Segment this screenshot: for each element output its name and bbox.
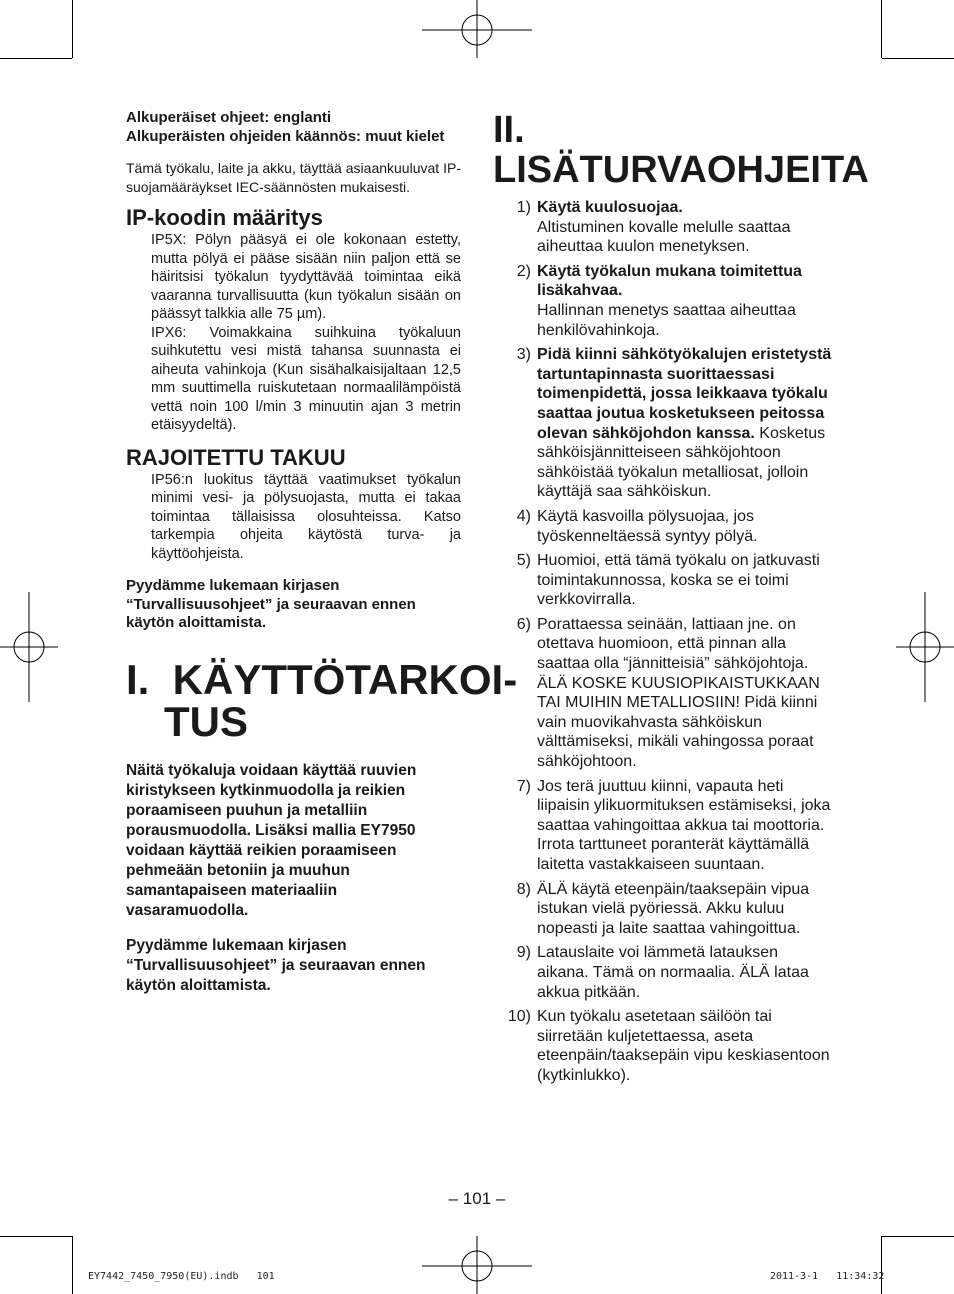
list-item xyxy=(493,615,833,772)
safety-notice-2: Pyydämme lukemaan kirjasen “Turvallisuusohjeet” ja seuraavan ennen käytön aloittamista. xyxy=(126,936,426,994)
list-item-body xyxy=(537,943,833,1002)
safety-list xyxy=(493,198,833,1086)
ip-code-heading: IP-koodin määritys xyxy=(126,205,323,230)
warranty-text: IP56:n luokitus täyttää vaatimukset työkalun minimi vesi- ja pölysuojasta, mutta ei takaa toimintaa tällaisissa olosuhteissa. Katso tarkempia ohjeita käytöstä turva- ja käyttöohjeista. xyxy=(151,471,461,562)
list-item xyxy=(493,551,833,610)
warranty-heading: RAJOITETTU TAKUU xyxy=(126,444,346,470)
list-item-number: 7) xyxy=(516,777,531,795)
list-item-text: Porattaessa seinään, lattiaan jne. on otettava huomioon, että pinnan alla saattaa olla “jännitteisiä” sähköjohtoja. ÄLÄ KOSKE KUUSIOPIKAISTUKKAAN TAI MUIHIN METALLIOSIIN! Pidä kiinni vain muovikahvasta sähköiskun välttämiseksi, mikäli vahingossa poraat sähköjohtoon. xyxy=(537,615,820,771)
list-item-body xyxy=(537,507,833,546)
safety-notice-1: Pyydämme lukemaan kirjasen “Turvallisuusohjeet” ja seuraavan ennen käytön aloittamista. xyxy=(126,577,416,631)
crop-mark xyxy=(72,1236,73,1294)
footer-file-info: EY7442_7450_7950(EU).indb 101 xyxy=(88,1271,275,1282)
list-item xyxy=(493,777,833,875)
list-item-number: 9) xyxy=(516,944,531,962)
list-item-text: Hallinnan menetys saattaa aiheuttaa henkilövahinkoja. xyxy=(537,301,796,339)
list-item-number: 8) xyxy=(516,880,531,898)
list-item-text: Altistuminen kovalle melulle saattaa aiheuttaa kuulon menetyksen. xyxy=(537,218,791,256)
list-item-number: 4) xyxy=(516,507,531,525)
original-language-line: Alkuperäiset ohjeet: englanti xyxy=(126,109,332,126)
crop-mark xyxy=(881,0,882,58)
registration-mark-left xyxy=(0,592,60,702)
list-item-body xyxy=(537,880,833,939)
list-item-number: 3) xyxy=(516,346,531,364)
list-item-text: Kosketus sähköisjännitteiseen sähköjohtoon sähköistää työkalun metalliosat, jolloin käyttäjä saa sähköiskun. xyxy=(537,424,826,501)
crop-mark xyxy=(882,58,954,59)
list-item-number: 6) xyxy=(516,615,531,633)
crop-mark xyxy=(72,0,73,58)
list-item-body xyxy=(537,615,833,772)
list-item-body xyxy=(537,262,833,340)
list-item xyxy=(493,880,833,939)
registration-mark-top xyxy=(422,0,532,60)
list-item-bold: Käytä työkalun mukana toimitettua lisäkahvaa. xyxy=(537,262,802,300)
footer-date: 2011-3-1 11:34:32 xyxy=(770,1271,885,1282)
ipx6-text: IPX6: Voimakkaina suihkuina työkaluun suihkutettu vesi mistä tahansa suunnasta ei aiheuta vahinkoja (Kun sisähalkaisijaltaan 12,5 mm suuttimella ruiskutetaan normaalilämpöistä vettä noin 100 l/min 3 minuutin ajan 3 metrin etäisyydeltä). xyxy=(151,324,461,433)
list-item-bold: Käytä kuulosuojaa. xyxy=(537,199,683,216)
page-number: – 101 – xyxy=(448,1189,506,1208)
ip5x-text: IP5X: Pölyn pääsyä ei ole kokonaan estetty, mutta pölyä ei pääse sisään niin paljon että se häiritsisi työkalun tyydyttävää toimintaa eikä vaaranna turvallisuutta (kun työkalun sisään on päässyt talkkia alle 75 µm). xyxy=(151,232,461,322)
list-item xyxy=(493,345,833,502)
list-item-number: 10) xyxy=(507,1008,531,1026)
list-item-text: Latauslaite voi lämmetä latauksen aikana. Tämä on normaalia. ÄLÄ lataa akkua pitkään. xyxy=(537,944,809,1001)
crop-mark xyxy=(0,58,72,59)
list-item-body xyxy=(537,198,833,257)
list-item xyxy=(493,262,833,340)
list-item-text: Kun työkalu asetetaan säilöön tai siirretään kuljetettaessa, aseta eteenpäin/taaksepäin vipu keskiasentoon (kytkinlukko). xyxy=(537,1008,830,1084)
list-item xyxy=(493,198,833,257)
safety-heading: II. LISÄTURVAOHJEITA xyxy=(493,109,869,191)
list-item xyxy=(493,1007,833,1085)
list-item-body xyxy=(537,777,833,875)
usage-heading-line2: TUS xyxy=(164,697,248,745)
list-item-body xyxy=(537,551,833,610)
list-item-number: 5) xyxy=(516,552,531,570)
translation-language-line: Alkuperäisten ohjeiden käännös: muut kielet xyxy=(126,128,445,145)
crop-mark xyxy=(881,1236,882,1294)
left-column xyxy=(126,108,518,996)
list-item-body xyxy=(537,345,833,502)
registration-mark-bottom xyxy=(422,1236,532,1294)
usage-heading-line1: I. KÄYTTÖTARKOI- xyxy=(126,655,518,703)
list-item xyxy=(493,943,833,1002)
list-item xyxy=(493,507,833,546)
right-column xyxy=(493,108,869,1091)
list-item-number: 1) xyxy=(516,199,531,216)
usage-text: Näitä työkaluja voidaan käyttää ruuvien kiristykseen kytkinmuodolla ja reikien poraamiseen puuhun ja metalliin porausmuodolla. Lisäksi mallia EY7950 voidaan käyttää reikien poraamiseen pehmeään betoniin ja muuhun samantapaiseen materiaaliin vasaramuodolla. xyxy=(126,761,417,919)
ip-intro: Tämä työkalu, laite ja akku, täyttää asiaankuuluvat IP-suojamääräykset IEC-säännösten mukaisesti. xyxy=(126,160,461,195)
list-item-number: 2) xyxy=(516,262,531,280)
list-item-text: Käytä kasvoilla pölysuojaa, jos työskenneltäessä syntyy pölyä. xyxy=(537,507,758,545)
registration-mark-right xyxy=(894,592,954,702)
list-item-body xyxy=(537,1007,833,1085)
list-item-text: ÄLÄ käytä eteenpäin/taaksepäin vipua istukan vielä pyöriessä. Akku kuluu nopeasti ja laite saattaa vahingoittua. xyxy=(537,880,810,937)
crop-mark xyxy=(882,1236,954,1237)
crop-mark xyxy=(0,1236,72,1237)
list-item-bold: Pidä kiinni sähkötyökalujen eristetystä tartuntapinnasta suorittaessasi toimenpidettä, jossa leikkaava työkalu saattaa joutua kosketukseen peitossa olevan sähköjohdon kanssa. xyxy=(537,346,832,442)
list-item-text: Huomioi, että tämä työkalu on jatkuvasti toimintakunnossa, koska se ei toimi verkkovirralla. xyxy=(537,552,820,609)
list-item-text: Jos terä juuttuu kiinni, vapauta heti liipaisin ylikuormituksen estämiseksi, joka saattaa vahingoittaa akkua tai moottoria. Irrota tarttuneet poranterät käyttämällä laitetta vastakkaiseen suuntaan. xyxy=(537,777,831,873)
